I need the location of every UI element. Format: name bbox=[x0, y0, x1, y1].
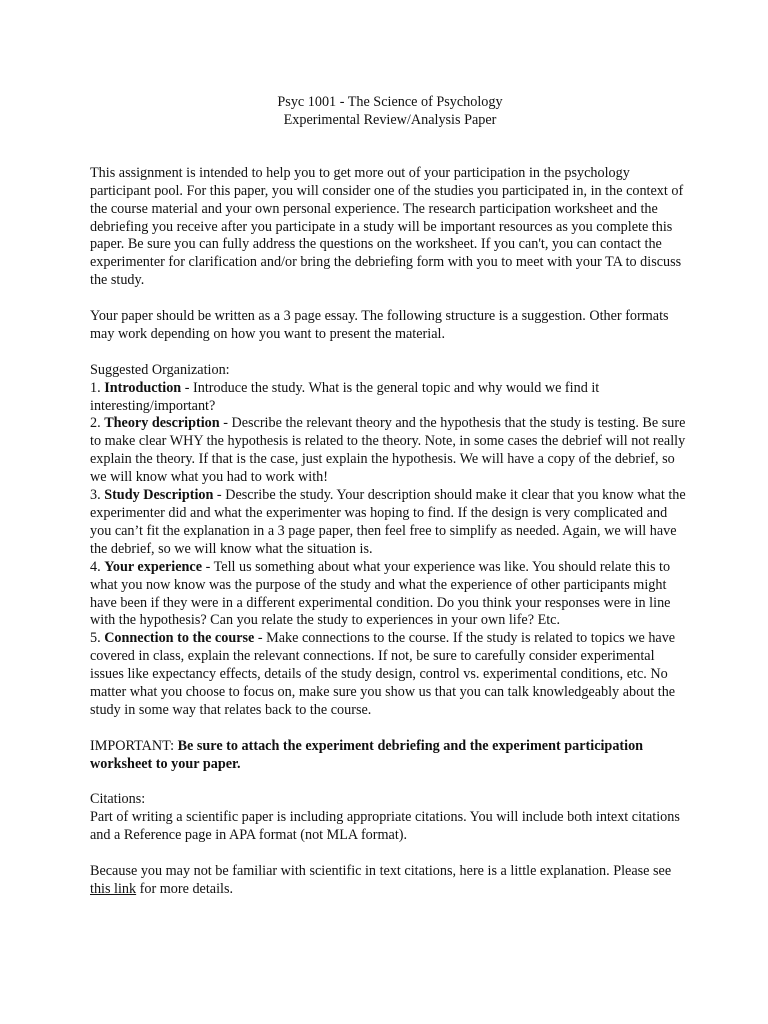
closing-paragraph bbox=[90, 863, 690, 899]
item-number: 1. bbox=[90, 379, 101, 396]
item-text: - Tell us something about what your experience was like. You should relate this to what you now know was the purpose of the study and what the experience of other participants might have been if they were in a different experimental condition. Do you think your responses were in line with the hypothesis? Can you relate the study to experiences in your own life? Etc. bbox=[90, 558, 671, 629]
item-text: - Describe the study. Your description should make it clear that you know what the experimenter did and what the experimenter was hoping to find. If the design is very complicated and you can’t fit the explanation in a 3 page paper, then feel free to simplify as needed. Again, we will have the debrief, so we will know what the situation is. bbox=[90, 487, 686, 557]
item-title: Theory description bbox=[104, 415, 220, 432]
title-block bbox=[90, 94, 690, 130]
organization-section bbox=[90, 362, 690, 720]
paper-title: Experimental Review/Analysis Paper bbox=[283, 111, 497, 128]
closing-text-after-link: for more details. bbox=[136, 880, 234, 897]
document-body bbox=[90, 94, 690, 917]
organization-item-your-experience bbox=[90, 559, 690, 631]
important-label: IMPORTANT: bbox=[90, 737, 178, 754]
item-text: - Introduce the study. What is the general topic and why would we find it interesting/important? bbox=[90, 379, 600, 414]
item-number: 2. bbox=[90, 415, 101, 432]
organization-item-connection-to-course bbox=[90, 630, 690, 720]
closing-text-before-link: Because you may not be familiar with scientific in text citations, here is a little explanation. Please see bbox=[90, 863, 672, 880]
format-paragraph: Your paper should be written as a 3 page essay. The following structure is a suggestion. Other formats may work depending on how you want to present the material. bbox=[90, 308, 669, 342]
details-link[interactable]: this link bbox=[90, 880, 137, 897]
citations-text: Part of writing a scientific paper is including appropriate citations. You will include both intext citations and a Reference page in APA format (not MLA format). bbox=[90, 809, 680, 844]
item-title: Connection to the course bbox=[104, 630, 255, 647]
item-text: - Make connections to the course. If the study is related to topics we have covered in class, explain the relevant connections. If not, be sure to carefully consider experimental issues like expectancy effects, details of the study design, control vs. experimental conditions, etc. No matter what you choose to focus on, make sure you show us that you can talk knowledgeably about the study in some way that relates back to the course. bbox=[90, 630, 676, 718]
course-title: Psyc 1001 - The Science of Psychology bbox=[277, 94, 503, 110]
item-number: 4. bbox=[90, 558, 101, 575]
organization-item-theory-description bbox=[90, 415, 690, 487]
item-text: - Describe the relevant theory and the hypothesis that the study is testing. Be sure to make clear WHY the hypothesis is related to the theory. Note, in some cases the debrief will not really explain the theory. If that is the case, just explain the hypothesis. We will have a copy of the debrief, so we will know what you had to work with! bbox=[90, 415, 686, 486]
item-title: Introduction bbox=[104, 379, 182, 396]
intro-paragraph: This assignment is intended to help you to get more out of your participation in the psychology participant pool. For this paper, you will consider one of the studies you participated in, in the context of the course material and your own personal experience. The research participation worksheet and the debriefing you receive after you participate in a study will be important resources as you complete this paper. Be sure you can fully address the questions on the worksheet. If you can't, you can contact the experimenter for clarification and/or bring the debriefing form with you to meet with your TA to discuss the study. bbox=[90, 164, 684, 289]
organization-heading: Suggested Organization: bbox=[90, 361, 230, 378]
item-number: 3. bbox=[90, 487, 101, 504]
organization-item-study-description bbox=[90, 487, 690, 559]
citations-section bbox=[90, 791, 690, 845]
important-text: Be sure to attach the experiment debriefing and the experiment participation worksheet to your paper. bbox=[90, 737, 644, 772]
citations-heading: Citations: bbox=[90, 791, 146, 808]
item-title: Study Description bbox=[104, 487, 214, 504]
important-notice bbox=[90, 738, 690, 774]
item-title: Your experience bbox=[104, 558, 203, 575]
item-number: 5. bbox=[90, 630, 101, 647]
organization-item-introduction bbox=[90, 380, 690, 416]
